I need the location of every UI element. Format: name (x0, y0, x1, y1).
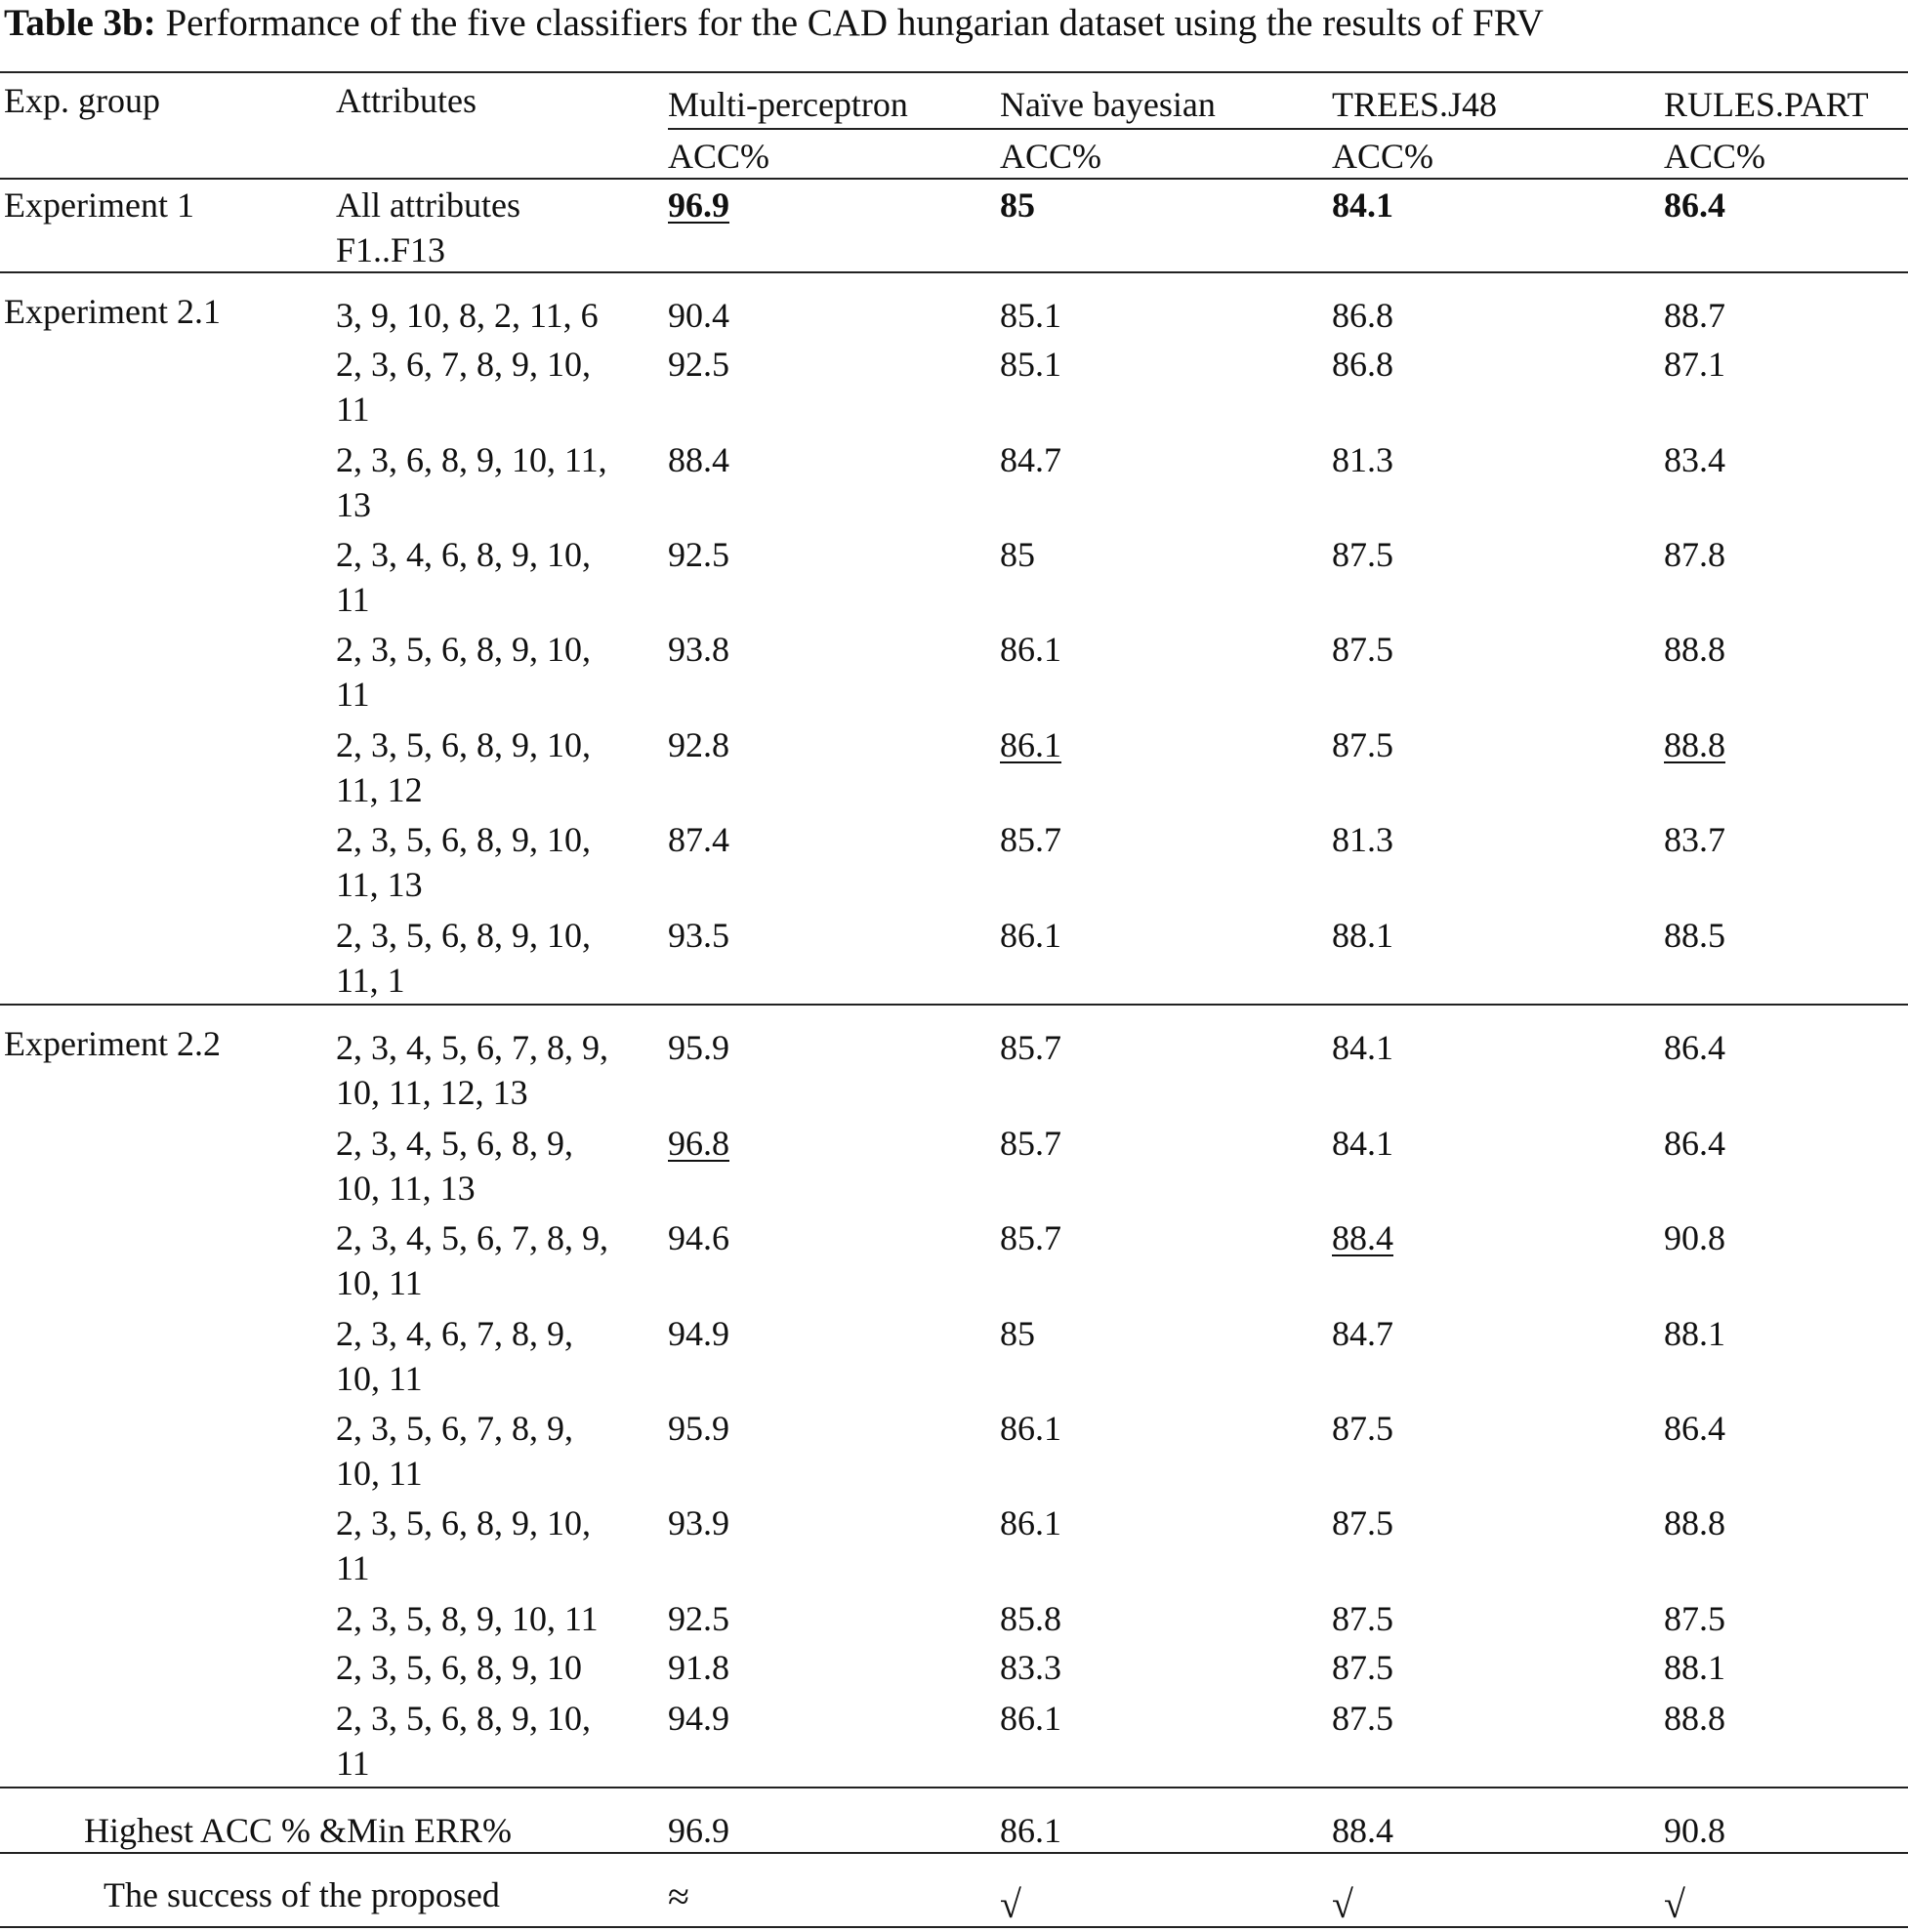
value-trees-j48: 87.5 (1332, 630, 1393, 669)
value-trees-j48: 84.1 (1332, 1028, 1393, 1067)
value-trees-j48: 86.8 (1332, 296, 1393, 335)
rule-header-sub (668, 128, 1908, 130)
value-rules-part: 88.1 (1664, 1648, 1725, 1687)
attr-line1: 2, 3, 5, 6, 8, 9, 10, (336, 725, 591, 764)
value-naive-bayesian: 86.1 (1000, 1409, 1061, 1448)
attr-line2: 11 (336, 580, 370, 619)
value-naive-bayesian: 85.7 (1000, 1218, 1061, 1257)
check-icon: √ (1664, 1882, 1685, 1926)
rule-exp21-bottom (0, 1004, 1908, 1006)
value-rules-part: 88.8 (1664, 1699, 1725, 1738)
exp1-multi-perceptron: 96.9 (668, 185, 729, 225)
success-label: The success of the proposed (104, 1875, 500, 1914)
header-metric: ACC% (668, 137, 770, 176)
rule-bottom (0, 1926, 1908, 1928)
table-caption (4, 0, 1904, 47)
value-rules-part: 86.4 (1664, 1124, 1725, 1163)
value-multi-perceptron: 93.5 (668, 916, 729, 955)
attr-line1: 2, 3, 6, 7, 8, 9, 10, (336, 345, 591, 384)
caption-text: Performance of the five classifiers for the CAD hungarian dataset using the results of FRV (155, 2, 1544, 44)
attr-line1: 2, 3, 4, 5, 6, 8, 9, (336, 1124, 573, 1163)
value-multi-perceptron: 95.9 (668, 1028, 729, 1067)
value-multi-perceptron: 88.4 (668, 440, 729, 479)
value-rules-part: 87.5 (1664, 1599, 1725, 1638)
value-trees-j48: 84.7 (1332, 1314, 1393, 1353)
value-naive-bayesian: 85.8 (1000, 1599, 1061, 1638)
exp21-group: Experiment 2.1 (4, 292, 221, 331)
value-rules-part: 88.8 (1664, 725, 1725, 764)
value-rules-part: 90.8 (1664, 1218, 1725, 1257)
value-multi-perceptron: 95.9 (668, 1409, 729, 1448)
check-icon: √ (1332, 1882, 1353, 1926)
value-naive-bayesian: 86.1 (1000, 916, 1061, 955)
header-metric: ACC% (1332, 137, 1434, 176)
value-rules-part: 83.7 (1664, 820, 1725, 859)
attr-line2: 11, 1 (336, 961, 405, 1000)
attr-line1: 2, 3, 5, 8, 9, 10, 11 (336, 1599, 599, 1638)
exp1-trees-j48: 84.1 (1332, 185, 1393, 225)
attr-line2: 11, 12 (336, 770, 423, 809)
exp1-attr-line2: F1..F13 (336, 230, 446, 269)
check-icon: √ (1000, 1882, 1021, 1926)
value-multi-perceptron: 91.8 (668, 1648, 729, 1687)
attr-line1: 2, 3, 5, 6, 8, 9, 10 (336, 1648, 582, 1687)
value-trees-j48: 87.5 (1332, 725, 1393, 764)
value-trees-j48: 87.5 (1332, 1503, 1393, 1542)
attr-line2: 10, 11, 12, 13 (336, 1073, 528, 1112)
value-naive-bayesian: 86.1 (1000, 725, 1061, 764)
value-rules-part: 83.4 (1664, 440, 1725, 479)
attr-line2: 11, 13 (336, 865, 423, 904)
attr-line2: 13 (336, 485, 371, 524)
attr-line1: 2, 3, 6, 8, 9, 10, 11, (336, 440, 607, 479)
value-naive-bayesian: 83.3 (1000, 1648, 1061, 1687)
attr-line1: 2, 3, 5, 6, 7, 8, 9, (336, 1409, 573, 1448)
highest-rules-part: 90.8 (1664, 1811, 1725, 1850)
value-naive-bayesian: 86.1 (1000, 630, 1061, 669)
attr-line1: 3, 9, 10, 8, 2, 11, 6 (336, 296, 599, 335)
header-multi-perceptron: Multi-perceptron (668, 85, 908, 124)
value-naive-bayesian: 85.7 (1000, 1124, 1061, 1163)
header-naive-bayesian: Naïve bayesian (1000, 85, 1216, 124)
value-naive-bayesian: 85.7 (1000, 1028, 1061, 1067)
value-trees-j48: 84.1 (1332, 1124, 1393, 1163)
header-exp-group: Exp. group (4, 81, 160, 120)
caption-label: Table 3b: (4, 2, 156, 44)
value-naive-bayesian: 86.1 (1000, 1699, 1061, 1738)
attr-line1: 2, 3, 5, 6, 8, 9, 10, (336, 1503, 591, 1542)
value-trees-j48: 81.3 (1332, 820, 1393, 859)
value-naive-bayesian: 85.1 (1000, 296, 1061, 335)
value-multi-perceptron: 93.8 (668, 630, 729, 669)
attr-line2: 10, 11 (336, 1454, 423, 1493)
value-multi-perceptron: 92.5 (668, 345, 729, 384)
value-naive-bayesian: 84.7 (1000, 440, 1061, 479)
attr-line2: 11 (336, 1744, 370, 1783)
attr-line1: 2, 3, 4, 5, 6, 7, 8, 9, (336, 1218, 608, 1257)
attr-line2: 11 (336, 1548, 370, 1587)
attr-line2: 11 (336, 675, 370, 714)
value-multi-perceptron: 90.4 (668, 296, 729, 335)
value-trees-j48: 86.8 (1332, 345, 1393, 384)
attr-line2: 10, 11, 13 (336, 1169, 476, 1208)
value-multi-perceptron: 92.5 (668, 1599, 729, 1638)
attr-line1: 2, 3, 5, 6, 8, 9, 10, (336, 916, 591, 955)
value-naive-bayesian: 86.1 (1000, 1503, 1061, 1542)
value-trees-j48: 81.3 (1332, 440, 1393, 479)
value-trees-j48: 88.4 (1332, 1218, 1393, 1257)
exp1-group: Experiment 1 (4, 185, 194, 225)
attr-line1: 2, 3, 4, 5, 6, 7, 8, 9, (336, 1028, 608, 1067)
value-multi-perceptron: 94.9 (668, 1699, 729, 1738)
attr-line1: 2, 3, 5, 6, 8, 9, 10, (336, 820, 591, 859)
value-rules-part: 88.7 (1664, 296, 1725, 335)
value-naive-bayesian: 85.7 (1000, 820, 1061, 859)
value-rules-part: 87.1 (1664, 345, 1725, 384)
highest-multi-perceptron: 96.9 (668, 1811, 729, 1850)
highest-naive-bayesian: 86.1 (1000, 1811, 1061, 1850)
rule-highest-bottom (0, 1852, 1908, 1854)
rule-top (0, 71, 1908, 73)
value-multi-perceptron: 96.8 (668, 1124, 729, 1163)
value-trees-j48: 88.1 (1332, 916, 1393, 955)
value-rules-part: 87.8 (1664, 535, 1725, 574)
approx-icon: ≈ (668, 1874, 689, 1918)
value-multi-perceptron: 87.4 (668, 820, 729, 859)
exp1-rules-part: 86.4 (1664, 185, 1725, 225)
value-multi-perceptron: 94.6 (668, 1218, 729, 1257)
value-multi-perceptron: 93.9 (668, 1503, 729, 1542)
exp1-naive-bayesian: 85 (1000, 185, 1035, 225)
attr-line2: 10, 11 (336, 1359, 423, 1398)
rule-exp1-bottom (0, 271, 1908, 273)
header-trees-j48: TREES.J48 (1332, 85, 1498, 124)
value-rules-part: 88.8 (1664, 1503, 1725, 1542)
value-rules-part: 86.4 (1664, 1028, 1725, 1067)
value-rules-part: 88.8 (1664, 630, 1725, 669)
header-attributes: Attributes (336, 81, 477, 120)
value-naive-bayesian: 85 (1000, 1314, 1035, 1353)
rule-exp22-bottom (0, 1787, 1908, 1788)
value-naive-bayesian: 85 (1000, 535, 1035, 574)
attr-line1: 2, 3, 4, 6, 7, 8, 9, (336, 1314, 573, 1353)
header-rules-part: RULES.PART (1664, 85, 1869, 124)
attr-line1: 2, 3, 5, 6, 8, 9, 10, (336, 1699, 591, 1738)
value-multi-perceptron: 94.9 (668, 1314, 729, 1353)
header-metric: ACC% (1000, 137, 1102, 176)
value-trees-j48: 87.5 (1332, 1699, 1393, 1738)
value-trees-j48: 87.5 (1332, 1599, 1393, 1638)
value-rules-part: 88.1 (1664, 1314, 1725, 1353)
highest-trees-j48: 88.4 (1332, 1811, 1393, 1850)
header-metric: ACC% (1664, 137, 1766, 176)
exp1-attr-line1: All attributes (336, 185, 520, 225)
attr-line1: 2, 3, 5, 6, 8, 9, 10, (336, 630, 591, 669)
value-trees-j48: 87.5 (1332, 1648, 1393, 1687)
value-rules-part: 86.4 (1664, 1409, 1725, 1448)
attr-line2: 11 (336, 390, 370, 429)
attr-line2: 10, 11 (336, 1263, 423, 1302)
exp22-group: Experiment 2.2 (4, 1024, 221, 1063)
value-rules-part: 88.5 (1664, 916, 1725, 955)
value-multi-perceptron: 92.8 (668, 725, 729, 764)
highest-label: Highest ACC % &Min ERR% (84, 1811, 513, 1850)
value-naive-bayesian: 85.1 (1000, 345, 1061, 384)
value-trees-j48: 87.5 (1332, 535, 1393, 574)
attr-line1: 2, 3, 4, 6, 8, 9, 10, (336, 535, 591, 574)
rule-header-bottom (0, 178, 1908, 180)
value-trees-j48: 87.5 (1332, 1409, 1393, 1448)
value-multi-perceptron: 92.5 (668, 535, 729, 574)
